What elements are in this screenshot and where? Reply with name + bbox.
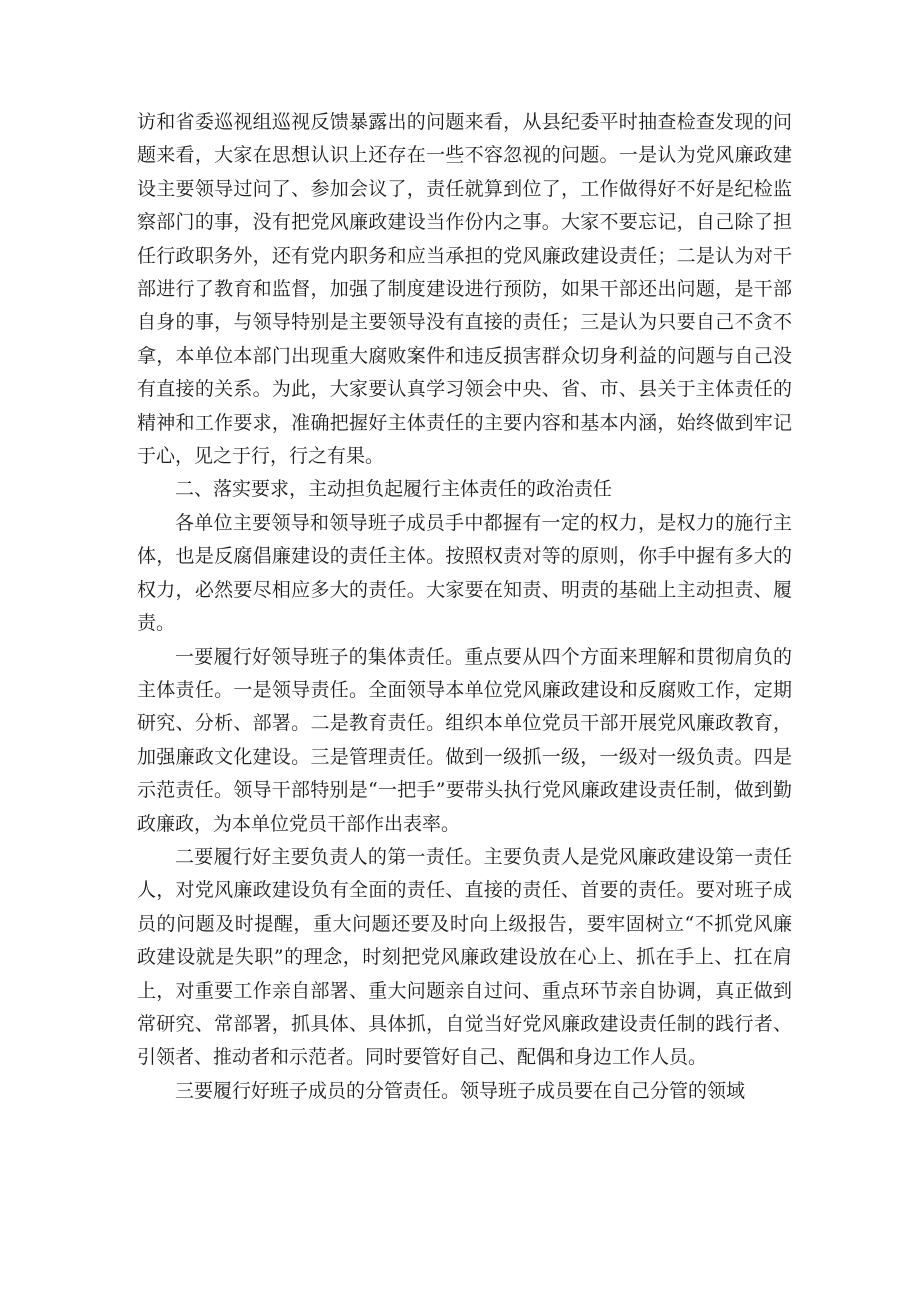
section-heading: 二、落实要求，主动担负起履行主体责任的政治责任: [175, 478, 613, 501]
paragraph-body: 一要履行好领导班子的集体责任。重点要从四个方面来理解和贯彻肩负的主体责任。一是领导责任。全面领导本单位党风廉政建设和反腐败工作，定期研究、分析、部署。二是教育责任。组织本单位党员干部开展党风廉政教育，加强廉政文化建设。三是管理责任。做到一级抓一级，一级对一级负责。四是示范责任。领导干部特别是“一把手”要带头执行党风廉政建设责任制，做到勤政廉政，为本单位党员干部作出表率。: [137, 645, 792, 835]
paragraph-continuation: 访和省委巡视组巡视反馈暴露出的问题来看，从县纪委平时抽查检查发现的问题来看，大家在思想认识上还存在一些不容忽视的问题。一是认为党风廉政建设主要领导过问了、参加会议了，责任就算到位了，工作做得好不好是纪检监察部门的事，没有把党风廉政建设当作份内之事。大家不要忘记，自己除了担任行政职务外，还有党内职务和应当承担的党风廉政建设责任；二是认为对干部进行了教育和监督，加强了制度建设进行预防，如果干部还出问题，是干部自身的事，与领导特别是主要领导没有直接的责任；三是认为只要自己不贪不拿，本单位本部门出现重大腐败案件和违反损害群众切身利益的问题与自己没有直接的关系。为此，大家要认真学习领会中央、省、市、县关于主体责任的精神和工作要求，准确把握好主体责任的主要内容和基本内涵，始终做到牢记于心，见之于行，行之有果。: [137, 111, 792, 468]
paragraph-body: 三要履行好班子成员的分管责任。领导班子成员要在自己分管的领域: [175, 1079, 746, 1102]
paragraph-body: 各单位主要领导和领导班子成员手中都握有一定的权力，是权力的施行主体，也是反腐倡廉建设的责任主体。按照权责对等的原则，你手中握有多大的权力，必然要尽相应多大的责任。大家要在知责、明责的基础上主动担责、履责。: [137, 511, 792, 635]
paragraph-body: 二要履行好主要负责人的第一责任。主要负责人是党风廉政建设第一责任人，对党风廉政建设负有全面的责任、直接的责任、首要的责任。要对班子成员的问题及时提醒，重大问题还要及时向上级报告，要牢固树立“不抓党风廉政建设就是失职”的理念，时刻把党风廉政建设放在心上、抓在手上、扛在肩上，对重要工作亲自部署、重大问题亲自过问、重点环节亲自协调，真正做到常研究、常部署，抓具体、具体抓，自觉当好党风廉政建设责任制的践行者、引领者、推动者和示范者。同时要管好自己、配偶和身边工作人员。: [137, 845, 792, 1069]
document-body: [137, 106, 792, 1108]
